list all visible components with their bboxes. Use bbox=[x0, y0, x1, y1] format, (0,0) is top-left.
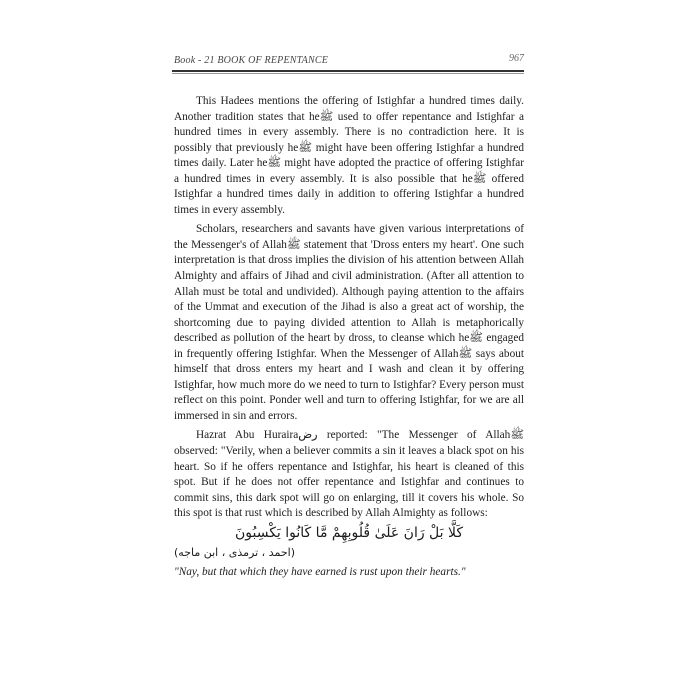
header-title: Book - 21 BOOK OF REPENTANCE bbox=[174, 55, 329, 66]
paragraph: Scholars, researchers and savants have given various interpretations of the Messenger's of Allahﷺ statement that 'Dross enters my heart'. One such interpretation is that dross implies the division of his attention between Allah Almighty and affairs of Jihad and civil administration. (After all attention to Allah must be total and undivided). Although paying attention to the affairs of the Ummat and execution of the Jihad is also a great act of worship, the shortcoming due to paying divided attention to Allah is metaphorically described as pollution of the heart by dross, to cleanse which heﷺ engaged in frequently offering Istighfar. When the Messenger of Allahﷺ says about himself that dross enters my heart and I wash and clean it by offering Istighfar, how much more do we need to turn to Istighfar? Every person must reflect on this point. Ponder well and turn to offering Istighfar, for we are all immersed in sin and errors. bbox=[174, 223, 524, 422]
page-number: 967 bbox=[509, 53, 524, 64]
paragraph: Hazrat Abu Hurairaرض reported: "The Messenger of Allahﷺ observed: "Verily, when a believer commits a sin it leaves a black spot on his heart. So if he offers repentance and Istighfar, his heart is cleaned of this spot. But if he does not offer repentance and Istighfar and continues to commit sins, this dark spot will go on enlarging, till it covers his whole. So this spot is that rust which is described by Allah Almighty as follows: bbox=[174, 429, 524, 520]
arabic-verse: كَلَّا بَلْ رَانَ عَلَىٰ قُلُوبِهِمْ مَّا كَانُوا يَكْسِبُونَ bbox=[234, 524, 464, 541]
verse-translation: "Nay, but that which they have earned is rust upon their hearts." bbox=[174, 565, 466, 578]
body-text bbox=[174, 94, 524, 580]
paragraph: This Hadees mentions the offering of Istighfar a hundred times daily. Another tradition states that heﷺ used to offer repentance and Istighfar a hundred times in every assembly. There is no contradiction here. It is possibly that previously heﷺ might have been offering Istighfar a hundred times daily. Later heﷺ might have adopted the practice of offering Istighfar a hundred times in every assembly. It is also possible that heﷺ offered Istighfar a hundred times daily in addition to offering Istighfar a hundred times in every assembly. bbox=[174, 95, 524, 216]
hadith-reference: (احمد ، ترمذی ، ابن ماجه) bbox=[174, 546, 295, 560]
header-rule-thin bbox=[172, 73, 524, 74]
header-rule bbox=[172, 70, 524, 72]
running-header bbox=[174, 52, 524, 70]
